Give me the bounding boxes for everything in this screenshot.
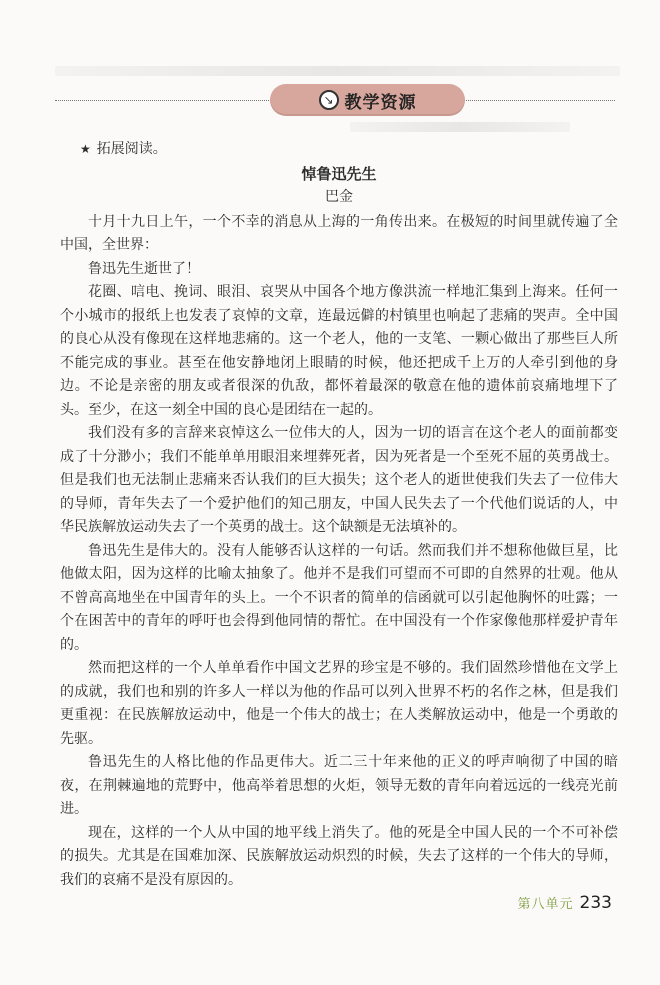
- paragraph: 鲁迅先生逝世了！: [88, 260, 200, 277]
- section-label-line: [60, 138, 618, 162]
- paragraph: 鲁迅先生的人格比他的作品更伟大。近二三十年来他的正义的呼声响彻了中国的暗夜，在荆棘遍地的荒野中，他高举着思想的火炬，领导无数的青年向着远远的一线亮光前进。: [60, 754, 618, 817]
- paragraph: 十月十九日上午，一个不幸的消息从上海的一角传出来。在极短的时间里就传遍了全中国，全世界：: [60, 213, 618, 253]
- bleed-through-line: [350, 122, 570, 132]
- paragraph: 我们没有多的言辞来哀悼这么一位伟大的人，因为一切的语言在这个老人的面前都变成了十分渺小；我们不能单单用眼泪来埋葬死者，因为死者是一个至死不屈的英勇战士。但是我们也无法制止悲痛来否认我们的巨大损失；这个老人的逝世使我们失去了一位伟大的导师，青年失去了一个爱护他们的知己朋友，中国人民失去了一个代他们说话的人，中华民族解放运动失去了一个英勇的战士。这个缺额是无法填补的。: [60, 425, 618, 535]
- article-title: 悼鲁迅先生: [301, 164, 377, 183]
- article-author: 巴金: [325, 188, 353, 205]
- banner-title: 教学资源: [344, 92, 417, 113]
- paragraph: 鲁迅先生是伟大的。没有人能够否认这样的一句话。然而我们并不想称他做巨星，比他做太阳，因为这样的比喻太抽象了。他并不是我们可望而不可即的自然界的壮观。他从不曾高高地坐在中国青年的头上。一个不识者的简单的信函就可以引起他胸怀的吐露；一个在困苦中的青年的呼吁也会得到他同情的帮忙。在中国没有一个作家像他那样爱护青年的。: [60, 542, 618, 653]
- unit-label: 第八单元: [517, 897, 574, 912]
- section-label: 拓展阅读。: [96, 141, 167, 157]
- banner-pill: [270, 84, 465, 116]
- main-content: [60, 138, 618, 892]
- page-number: 233: [579, 893, 612, 913]
- teaching-resources-banner: [55, 83, 615, 117]
- bleed-through-line: [55, 66, 620, 76]
- arrow-down-right-circle-icon: ↘: [319, 90, 339, 110]
- page-footer: [518, 893, 612, 913]
- paragraph: 现在，这样的一个人从中国的地平线上消失了。他的死是全中国人民的一个不可补偿的损失。尤其是在国难加深、民族解放运动炽烈的时候，失去了这样的一个伟大的导师，我们的哀痛不是没有原因的。: [60, 824, 618, 888]
- star-icon: ★: [80, 142, 91, 156]
- paragraph: 然而把这样的一个人单单看作中国文艺界的珍宝是不够的。我们固然珍惜他在文学上的成就，我们也和别的许多人一样以为他的作品可以列入世界不朽的名作之林，但是我们更重视：在民族解放运动中，他是一个伟大的战士；在人类解放运动中，他是一个勇敢的先驱。: [60, 660, 618, 747]
- paragraph: 花圈、唁电、挽词、眼泪、哀哭从中国各个地方像洪流一样地汇集到上海来。任何一个小城市的报纸上也发表了哀悼的文章，连最远僻的村镇里也响起了悲痛的哭声。全中国的良心从没有像现在这样地悲痛的。这一个老人，他的一支笔、一颗心做出了那些巨人所不能完成的事业。甚至在他安静地闭上眼睛的时候，他还把成千上万的人牵引到他的身边。不论是亲密的朋友或者很深的仇敌，都怀着最深的敬意在他的遗体前哀痛地埋下了头。至少，在这一刻全中国的良心是团结在一起的。: [60, 284, 618, 418]
